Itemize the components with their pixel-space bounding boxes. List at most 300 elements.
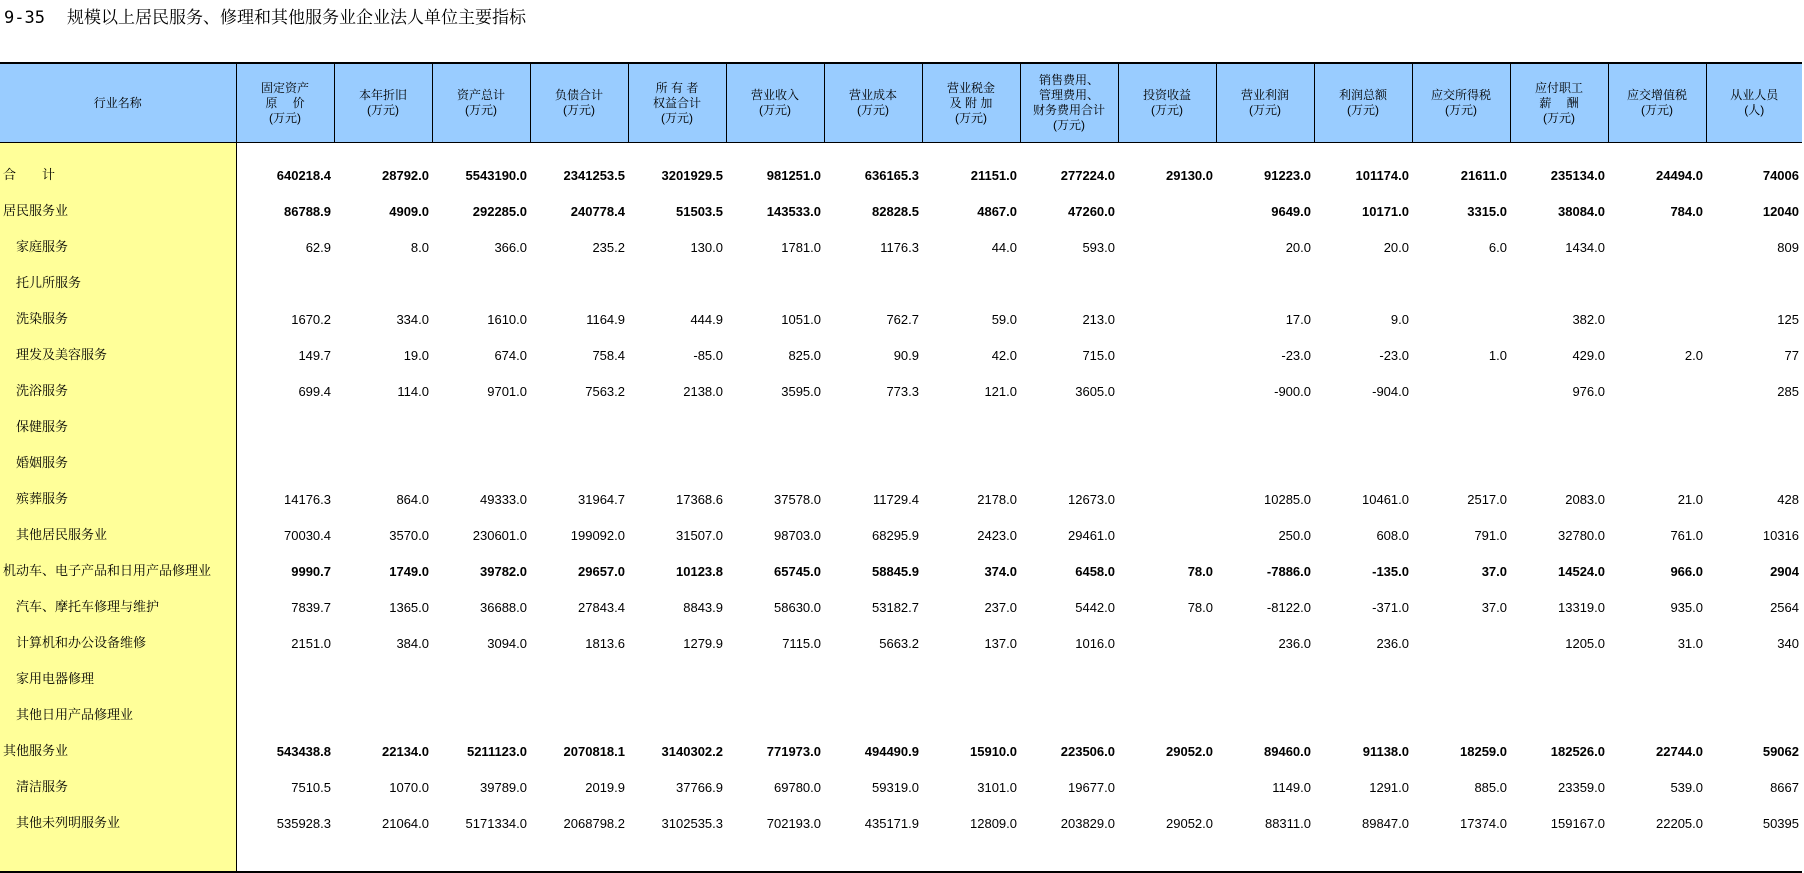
table-row	[0, 727, 1802, 763]
value-cell: 784.0	[1670, 204, 1703, 219]
column-header	[922, 63, 1020, 143]
spacer-cell	[432, 835, 530, 872]
value-cell: 237.0	[984, 600, 1017, 615]
value-cell: 981251.0	[766, 168, 821, 183]
spacer-cell	[726, 143, 824, 152]
value-cell	[1216, 655, 1314, 691]
value-cell	[1118, 187, 1216, 223]
value-cell	[530, 691, 628, 727]
column-header-line: (万元)	[1053, 118, 1085, 132]
value-cell	[1314, 259, 1412, 295]
value-cell: 236.0	[1376, 636, 1409, 651]
column-header-industry	[0, 63, 236, 143]
value-cell: 539.0	[1670, 780, 1703, 795]
value-cell: 1205.0	[1565, 636, 1605, 651]
value-cell: 444.9	[690, 312, 723, 327]
value-cell: 4867.0	[977, 204, 1017, 219]
spacer-cell	[824, 143, 922, 152]
value-cell: 8843.9	[683, 600, 723, 615]
value-cell	[1510, 403, 1608, 439]
value-cell	[1020, 403, 1118, 439]
column-header	[432, 63, 530, 143]
value-cell: 213.0	[1082, 312, 1115, 327]
value-cell: 13319.0	[1558, 600, 1605, 615]
value-cell: 14176.3	[284, 492, 331, 507]
value-cell: 121.0	[984, 384, 1017, 399]
column-header-line: 资产总计	[456, 88, 505, 102]
value-cell	[334, 655, 432, 691]
value-cell: 2070818.1	[563, 744, 625, 759]
value-cell: 1016.0	[1075, 636, 1115, 651]
value-cell: 674.0	[494, 348, 527, 363]
column-header	[1510, 63, 1608, 143]
value-cell: 758.4	[592, 348, 625, 363]
value-cell: 29052.0	[1166, 744, 1213, 759]
value-cell	[1412, 619, 1510, 655]
value-cell: 593.0	[1082, 240, 1115, 255]
spacer-cell	[1608, 143, 1706, 152]
value-cell	[1118, 223, 1216, 259]
value-cell	[1314, 403, 1412, 439]
value-cell: 285	[1777, 384, 1799, 399]
value-cell	[922, 691, 1020, 727]
spacer-cell	[922, 835, 1020, 872]
value-cell: 37766.9	[676, 780, 723, 795]
value-cell	[628, 403, 726, 439]
value-cell	[1216, 439, 1314, 475]
column-header-line: 营业利润	[1240, 88, 1289, 102]
value-cell: 428	[1777, 492, 1799, 507]
value-cell: 69780.0	[774, 780, 821, 795]
value-cell: 1670.2	[291, 312, 331, 327]
value-cell: 17374.0	[1460, 816, 1507, 831]
value-cell: 236.0	[1278, 636, 1311, 651]
value-cell: 22205.0	[1656, 816, 1703, 831]
value-cell	[1706, 439, 1802, 475]
column-header-line: 利润总额	[1338, 88, 1387, 102]
value-cell	[1510, 655, 1608, 691]
column-header-line: (万元)	[759, 103, 791, 117]
column-header-line: 管理费用、	[1038, 88, 1099, 102]
table-row	[0, 259, 1802, 295]
value-cell: 59062	[1762, 744, 1799, 759]
value-cell: 68295.9	[872, 528, 919, 543]
value-cell	[1412, 691, 1510, 727]
value-cell	[922, 403, 1020, 439]
value-cell: 31507.0	[676, 528, 723, 543]
value-cell	[1118, 295, 1216, 331]
header-row	[0, 63, 1802, 143]
value-cell: 29657.0	[578, 564, 625, 579]
value-cell: 203829.0	[1060, 816, 1115, 831]
value-cell: 3315.0	[1467, 204, 1507, 219]
value-cell	[432, 691, 530, 727]
industry-name-cell: 洗浴服务	[0, 367, 236, 403]
value-cell: 6458.0	[1075, 564, 1115, 579]
spacer-row	[0, 835, 1802, 872]
value-cell: 3102535.3	[661, 816, 723, 831]
column-header-line: 营业税金	[946, 80, 995, 95]
value-cell	[1020, 259, 1118, 295]
value-cell	[1706, 655, 1802, 691]
value-cell: 114.0	[397, 384, 429, 399]
value-cell: 535928.3	[276, 816, 331, 831]
value-cell	[1314, 655, 1412, 691]
value-cell: 2151.0	[291, 636, 331, 651]
value-cell: 3570.0	[389, 528, 429, 543]
value-cell: -900.0	[1274, 384, 1311, 399]
value-cell: 435171.9	[864, 816, 919, 831]
column-header-line: 及 附 加	[949, 95, 993, 110]
value-cell	[922, 655, 1020, 691]
value-cell: 21611.0	[1460, 168, 1507, 183]
spacer-cell	[530, 835, 628, 872]
industry-name-cell: 其他日用产品修理业	[0, 691, 236, 727]
column-header-line: 营业成本	[848, 88, 897, 102]
spacer-cell	[0, 835, 236, 872]
value-cell: 2068798.2	[563, 816, 625, 831]
value-cell: 19677.0	[1068, 780, 1115, 795]
value-cell: 1176.3	[880, 240, 919, 255]
value-cell: 38084.0	[1558, 204, 1605, 219]
spacer-cell	[1216, 835, 1314, 872]
industry-name-cell: 计算机和办公设备维修	[0, 619, 236, 655]
value-cell	[1510, 259, 1608, 295]
value-cell	[236, 691, 334, 727]
value-cell: 10123.8	[676, 564, 723, 579]
column-header-line: (万元)	[1445, 103, 1477, 117]
spacer-cell	[1412, 835, 1510, 872]
value-cell: 5171334.0	[465, 816, 527, 831]
value-cell: 125	[1777, 312, 1799, 327]
value-cell: 22134.0	[382, 744, 429, 759]
value-cell	[1118, 763, 1216, 799]
value-cell	[726, 439, 824, 475]
value-cell: 36688.0	[480, 600, 527, 615]
value-cell: 70030.4	[284, 528, 331, 543]
value-cell: 137.0	[984, 636, 1017, 651]
value-cell	[1118, 403, 1216, 439]
industry-name-cell: 汽车、摩托车修理与维护	[0, 583, 236, 619]
value-cell: 3094.0	[487, 636, 527, 651]
value-cell: 9990.7	[291, 564, 331, 579]
value-cell: 37578.0	[774, 492, 821, 507]
value-cell	[1706, 259, 1802, 295]
value-cell: 1164.9	[586, 312, 625, 327]
value-cell: 382.0	[1572, 312, 1605, 327]
column-header-line: 负债合计	[554, 88, 603, 102]
value-cell: 21151.0	[970, 168, 1017, 183]
spacer-cell	[0, 143, 236, 152]
value-cell: 49333.0	[480, 492, 527, 507]
value-cell: 31.0	[1677, 636, 1703, 651]
value-cell	[1608, 259, 1706, 295]
value-cell	[1412, 439, 1510, 475]
value-cell: -85.0	[693, 348, 723, 363]
value-cell	[1510, 439, 1608, 475]
value-cell: 27843.4	[578, 600, 625, 615]
spacer-cell	[1118, 835, 1216, 872]
value-cell: 429.0	[1572, 348, 1605, 363]
value-cell: 6.0	[1488, 240, 1507, 255]
value-cell: 10285.0	[1264, 492, 1311, 507]
table-row	[0, 223, 1802, 259]
value-cell: 2904	[1770, 564, 1799, 579]
value-cell: 277224.0	[1060, 168, 1115, 183]
value-cell: 3605.0	[1075, 384, 1115, 399]
column-header-line: 应付职工	[1534, 80, 1583, 95]
value-cell: 32780.0	[1558, 528, 1605, 543]
column-header-line: (万元)	[465, 103, 497, 117]
value-cell	[1216, 259, 1314, 295]
value-cell: 715.0	[1082, 348, 1115, 363]
value-cell: 494490.9	[864, 744, 919, 759]
spacer-cell	[334, 143, 432, 152]
spacer-cell	[1314, 835, 1412, 872]
value-cell	[1412, 655, 1510, 691]
value-cell: 10316	[1762, 528, 1799, 543]
value-cell: 235.2	[592, 240, 625, 255]
value-cell: 47260.0	[1068, 204, 1115, 219]
value-cell: 762.7	[886, 312, 919, 327]
value-cell	[1608, 223, 1706, 259]
value-cell: 235134.0	[1550, 168, 1605, 183]
value-cell: 10171.0	[1362, 204, 1409, 219]
value-cell: 58845.9	[872, 564, 919, 579]
spacer-cell	[628, 143, 726, 152]
value-cell: 101174.0	[1355, 168, 1409, 183]
value-cell: 699.4	[298, 384, 331, 399]
value-cell: 5663.2	[879, 636, 919, 651]
industry-name-cell: 家用电器修理	[0, 655, 236, 691]
value-cell: -371.0	[1372, 600, 1409, 615]
spacer-cell	[1510, 143, 1608, 152]
value-cell: 12673.0	[1068, 492, 1115, 507]
spacer-cell	[1216, 143, 1314, 152]
spacer-row	[0, 143, 1802, 152]
spacer-cell	[1412, 143, 1510, 152]
column-header	[1020, 63, 1118, 143]
industry-name-cell: 清洁服务	[0, 763, 236, 799]
value-cell	[1510, 691, 1608, 727]
spacer-cell	[1314, 143, 1412, 152]
value-cell	[1118, 475, 1216, 511]
value-cell: 11729.4	[872, 492, 919, 507]
value-cell: 935.0	[1670, 600, 1703, 615]
value-cell: 3140302.2	[661, 744, 723, 759]
value-cell	[1608, 367, 1706, 403]
value-cell: 89847.0	[1362, 816, 1409, 831]
value-cell: 90.9	[893, 348, 919, 363]
value-cell: 5442.0	[1075, 600, 1115, 615]
value-cell: 240778.4	[570, 204, 625, 219]
value-cell: 58630.0	[774, 600, 821, 615]
value-cell: 77	[1784, 348, 1799, 363]
value-cell	[1118, 691, 1216, 727]
value-cell: 2019.9	[585, 780, 625, 795]
spacer-cell	[824, 835, 922, 872]
column-header-line: (万元)	[1151, 103, 1183, 117]
column-header-line: 营业收入	[750, 88, 799, 102]
value-cell: 31964.7	[578, 492, 625, 507]
column-header-line: 应交增值税	[1626, 88, 1687, 102]
value-cell	[1314, 439, 1412, 475]
value-cell: 791.0	[1474, 528, 1507, 543]
value-cell	[726, 691, 824, 727]
value-cell	[334, 259, 432, 295]
value-cell	[824, 259, 922, 295]
value-cell	[1118, 331, 1216, 367]
value-cell	[628, 655, 726, 691]
table-row	[0, 403, 1802, 439]
value-cell: 1279.9	[683, 636, 723, 651]
column-header	[1608, 63, 1706, 143]
table-row	[0, 691, 1802, 727]
column-header	[530, 63, 628, 143]
value-cell: 17.0	[1285, 312, 1311, 327]
value-cell: 250.0	[1278, 528, 1311, 543]
table-row	[0, 655, 1802, 691]
column-header	[1118, 63, 1216, 143]
value-cell: 149.7	[298, 348, 331, 363]
column-header-line: (万元)	[563, 103, 595, 117]
value-cell	[726, 655, 824, 691]
value-cell	[432, 403, 530, 439]
value-cell	[530, 403, 628, 439]
value-cell	[628, 439, 726, 475]
value-cell	[1118, 511, 1216, 547]
table-title: 规模以上居民服务、修理和其他服务业企业法人单位主要指标	[66, 8, 526, 28]
value-cell	[530, 259, 628, 295]
value-cell: 12809.0	[970, 816, 1017, 831]
column-header-line: 应交所得税	[1430, 88, 1491, 102]
value-cell: 78.0	[1187, 564, 1213, 579]
table-row	[0, 547, 1802, 583]
value-cell: 2.0	[1684, 348, 1703, 363]
column-header	[1706, 63, 1802, 143]
table-row	[0, 187, 1802, 223]
value-cell: 1813.6	[585, 636, 625, 651]
table-body	[0, 143, 1802, 873]
value-cell	[1118, 655, 1216, 691]
value-cell: 53182.7	[872, 600, 919, 615]
value-cell: 20.0	[1383, 240, 1409, 255]
industry-name-cell: 其他未列明服务业	[0, 799, 236, 835]
column-header	[726, 63, 824, 143]
value-cell: 18259.0	[1460, 744, 1507, 759]
column-header-line: 固定资产	[260, 80, 309, 95]
value-cell: 608.0	[1376, 528, 1409, 543]
value-cell: 702193.0	[766, 816, 821, 831]
value-cell: 3101.0	[977, 780, 1017, 795]
column-header-line: (万元)	[269, 110, 301, 125]
value-cell	[1216, 691, 1314, 727]
value-cell: 2423.0	[977, 528, 1017, 543]
value-cell	[432, 259, 530, 295]
value-cell: 8.0	[410, 240, 429, 255]
value-cell: 771973.0	[766, 744, 821, 759]
value-cell	[1118, 619, 1216, 655]
table-row	[0, 583, 1802, 619]
value-cell: 7839.7	[291, 600, 331, 615]
value-cell	[334, 691, 432, 727]
industry-name-cell: 其他服务业	[0, 727, 236, 763]
value-cell: 21064.0	[382, 816, 429, 831]
industry-name-cell: 其他居民服务业	[0, 511, 236, 547]
value-cell: 640218.4	[276, 168, 331, 183]
industry-name-cell: 理发及美容服务	[0, 331, 236, 367]
table-row	[0, 367, 1802, 403]
value-cell: 334.0	[396, 312, 429, 327]
value-cell	[922, 439, 1020, 475]
value-cell: 5211123.0	[466, 744, 527, 759]
column-header-line: 本年折旧	[358, 88, 407, 102]
value-cell: 885.0	[1474, 780, 1507, 795]
value-cell: 86788.9	[284, 204, 331, 219]
value-cell	[432, 439, 530, 475]
table-row	[0, 619, 1802, 655]
value-cell	[824, 655, 922, 691]
column-header-line: (万元)	[1347, 103, 1379, 117]
spacer-cell	[922, 143, 1020, 152]
column-header-line: 投资收益	[1142, 88, 1191, 102]
value-cell: 3201929.5	[661, 168, 723, 183]
value-cell: -23.0	[1379, 348, 1409, 363]
spacer-cell	[1706, 835, 1802, 872]
value-cell	[1412, 367, 1510, 403]
value-cell: 1051.0	[781, 312, 821, 327]
value-cell: 62.9	[305, 240, 331, 255]
value-cell: 89460.0	[1264, 744, 1311, 759]
value-cell: 12040	[1762, 204, 1799, 219]
industry-name-cell: 合 计	[0, 151, 236, 187]
spacer-cell	[432, 143, 530, 152]
value-cell: -8122.0	[1266, 600, 1311, 615]
value-cell: 44.0	[991, 240, 1017, 255]
column-header-line: (万元)	[661, 110, 693, 125]
value-cell: 23359.0	[1558, 780, 1605, 795]
value-cell: 636165.3	[864, 168, 919, 183]
value-cell: 976.0	[1572, 384, 1605, 399]
value-cell: 9.0	[1390, 312, 1409, 327]
value-cell	[1608, 691, 1706, 727]
value-cell: 28792.0	[382, 168, 429, 183]
value-cell	[530, 655, 628, 691]
value-cell	[1118, 439, 1216, 475]
value-cell: 9649.0	[1271, 204, 1311, 219]
value-cell: 50395	[1762, 816, 1799, 831]
value-cell: 159167.0	[1550, 816, 1605, 831]
value-cell	[334, 403, 432, 439]
column-header-line: 行业名称	[93, 95, 142, 110]
value-cell: 1365.0	[389, 600, 429, 615]
value-cell	[726, 259, 824, 295]
column-header-line: 销售费用、	[1038, 73, 1099, 87]
industry-name-cell: 机动车、电子产品和日用产品修理业	[0, 547, 236, 583]
value-cell	[1020, 691, 1118, 727]
value-cell: 3595.0	[781, 384, 821, 399]
spacer-cell	[236, 835, 334, 872]
value-cell	[1118, 367, 1216, 403]
value-cell: 825.0	[788, 348, 821, 363]
value-cell	[1706, 691, 1802, 727]
value-cell: 37.0	[1481, 564, 1507, 579]
value-cell: 2517.0	[1467, 492, 1507, 507]
spacer-cell	[1118, 143, 1216, 152]
industry-name-cell: 托儿所服务	[0, 259, 236, 295]
value-cell: 1434.0	[1565, 240, 1605, 255]
value-cell: 2341253.5	[563, 168, 625, 183]
